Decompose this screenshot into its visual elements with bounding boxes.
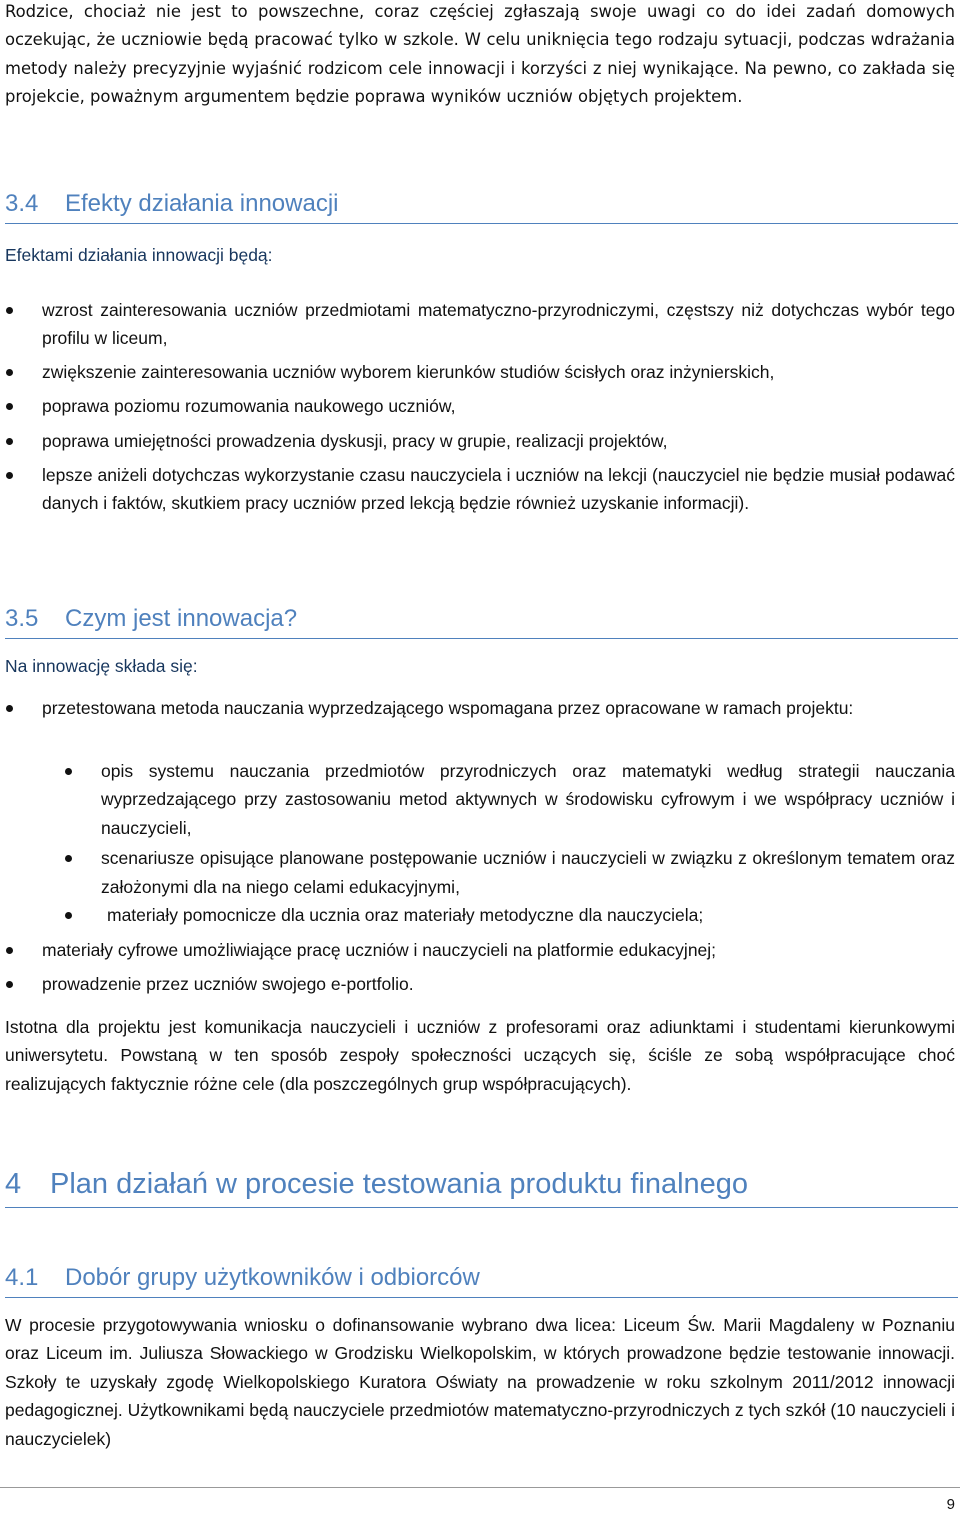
section-3-4-lead: Efektami działania innowacji będą: [5, 245, 273, 265]
section-title: Czym jest innowacja? [65, 605, 298, 632]
list-item: opis systemu nauczania przedmiotów przyrodniczych oraz matematyki według strategii nauczania wyprzedzającego przy zastosowaniu metod aktywnych w środowisku cyfrowym i we współpracy uczniów i nauczycieli, [101, 757, 955, 842]
list-item: materiały cyfrowe umożliwiające pracę uczniów i nauczycieli na platformie edukacyjnej; [42, 936, 955, 964]
section-number: 3.5 [5, 605, 39, 632]
list-item: poprawa umiejętności prowadzenia dyskusji, pracy w grupie, realizacji projektów, [42, 427, 955, 455]
page-number: 9 [946, 1496, 955, 1513]
bullet-icon [6, 438, 13, 445]
footer-divider [0, 1487, 960, 1488]
section-4-heading [5, 1165, 958, 1208]
section-4-1-heading [5, 1262, 958, 1298]
section-title: Dobór grupy użytkowników i odbiorców [65, 1264, 480, 1291]
intro-paragraph: Rodzice, chociaż nie jest to powszechne, coraz częściej zgłaszają swoje uwagi co do idei zadań domowych oczekując, że uczniowie będą pracować tylko w szkole. W celu uniknięcia tego rodzaju sytuacji, podczas wdrażania metody należy precyzyjnie wyjaśnić rodzicom cele innowacji i korzyści z niej wynikające. Na pewno, co zakłada się projekcie, poważnym argumentem będzie poprawa wyników uczniów objętych projektem. [5, 2, 955, 107]
list-item: poprawa poziomu rozumowania naukowego uczniów, [42, 392, 955, 420]
section-3-5-heading [5, 603, 958, 639]
innovation-list [42, 694, 955, 722]
bullet-icon [65, 768, 72, 775]
section-3-5-closing-paragraph: Istotna dla projektu jest komunikacja nauczycieli i uczniów z profesorami oraz adiunktami i studentami kierunkowymi uniwersytetu. Powstaną w ten sposób zespoły społeczności uczących się, ściśle ze sobą współpracujące choć realizujących faktycznie różne cele (dla poszczególnych grup współpracujących). [5, 1017, 955, 1094]
section-title: Efekty działania innowacji [65, 190, 339, 217]
section-title: Plan działań w procesie testowania produktu finalnego [50, 1168, 749, 1200]
effects-list [42, 296, 955, 518]
bullet-icon [6, 472, 13, 479]
bullet-icon [65, 855, 72, 862]
list-item: zwiększenie zainteresowania uczniów wyborem kierunków studiów ścisłych oraz inżynierskich, [42, 358, 955, 386]
list-item: scenariusze opisujące planowane postępowanie uczniów i nauczycieli w związku z określonym tematem oraz założonymi dla na niego celami edukacyjnymi, [101, 844, 955, 901]
innovation-list-continued [42, 936, 955, 999]
bullet-icon [6, 705, 13, 712]
section-number: 4 [5, 1168, 22, 1200]
bullet-icon [6, 369, 13, 376]
bullet-icon [65, 912, 72, 919]
bullet-icon [6, 981, 13, 988]
section-3-5-lead: Na innowację składa się: [5, 656, 198, 676]
list-item: lepsze aniżeli dotychczas wykorzystanie czasu nauczyciela i uczniów na lekcji (nauczyciel nie będzie musiał podawać danych i faktów, skutkiem pracy uczniów przed lekcją będzie również uzyskanie informacji). [42, 461, 955, 518]
list-item: wzrost zainteresowania uczniów przedmiotami matematyczno-przyrodniczymi, częstszy niż dotychczas wybór tego profilu w liceum, [42, 296, 955, 353]
bullet-icon [6, 947, 13, 954]
section-3-4-heading [5, 188, 958, 224]
innovation-sublist [101, 757, 955, 929]
section-number: 3.4 [5, 190, 39, 217]
bullet-icon [6, 307, 13, 314]
section-4-1-paragraph: W procesie przygotowywania wniosku o dofinansowanie wybrano dwa licea: Liceum Św. Marii Magdaleny w Poznaniu oraz Liceum im. Juliusza Słowackiego w Grodzisku Wielkopolskim, w których prowadzone będzie testowanie innowacji. Szkoły te uzyskały zgodę Wielkopolskiego Kuratora Oświaty na prowadzenie w roku szkolnym 2011/2012 innowacji pedagogicznej. Użytkownikami będą nauczyciele przedmiotów matematyczno-przyrodniczych z tych szkół (10 nauczycieli i nauczycielek) [5, 1315, 955, 1449]
section-number: 4.1 [5, 1264, 39, 1291]
list-item: przetestowana metoda nauczania wyprzedzającego wspomagana przez opracowane w ramach projektu: [42, 694, 955, 722]
list-item: materiały pomocnicze dla ucznia oraz materiały metodyczne dla nauczyciela; [101, 901, 955, 929]
bullet-icon [6, 403, 13, 410]
list-item: prowadzenie przez uczniów swojego e-portfolio. [42, 970, 955, 998]
